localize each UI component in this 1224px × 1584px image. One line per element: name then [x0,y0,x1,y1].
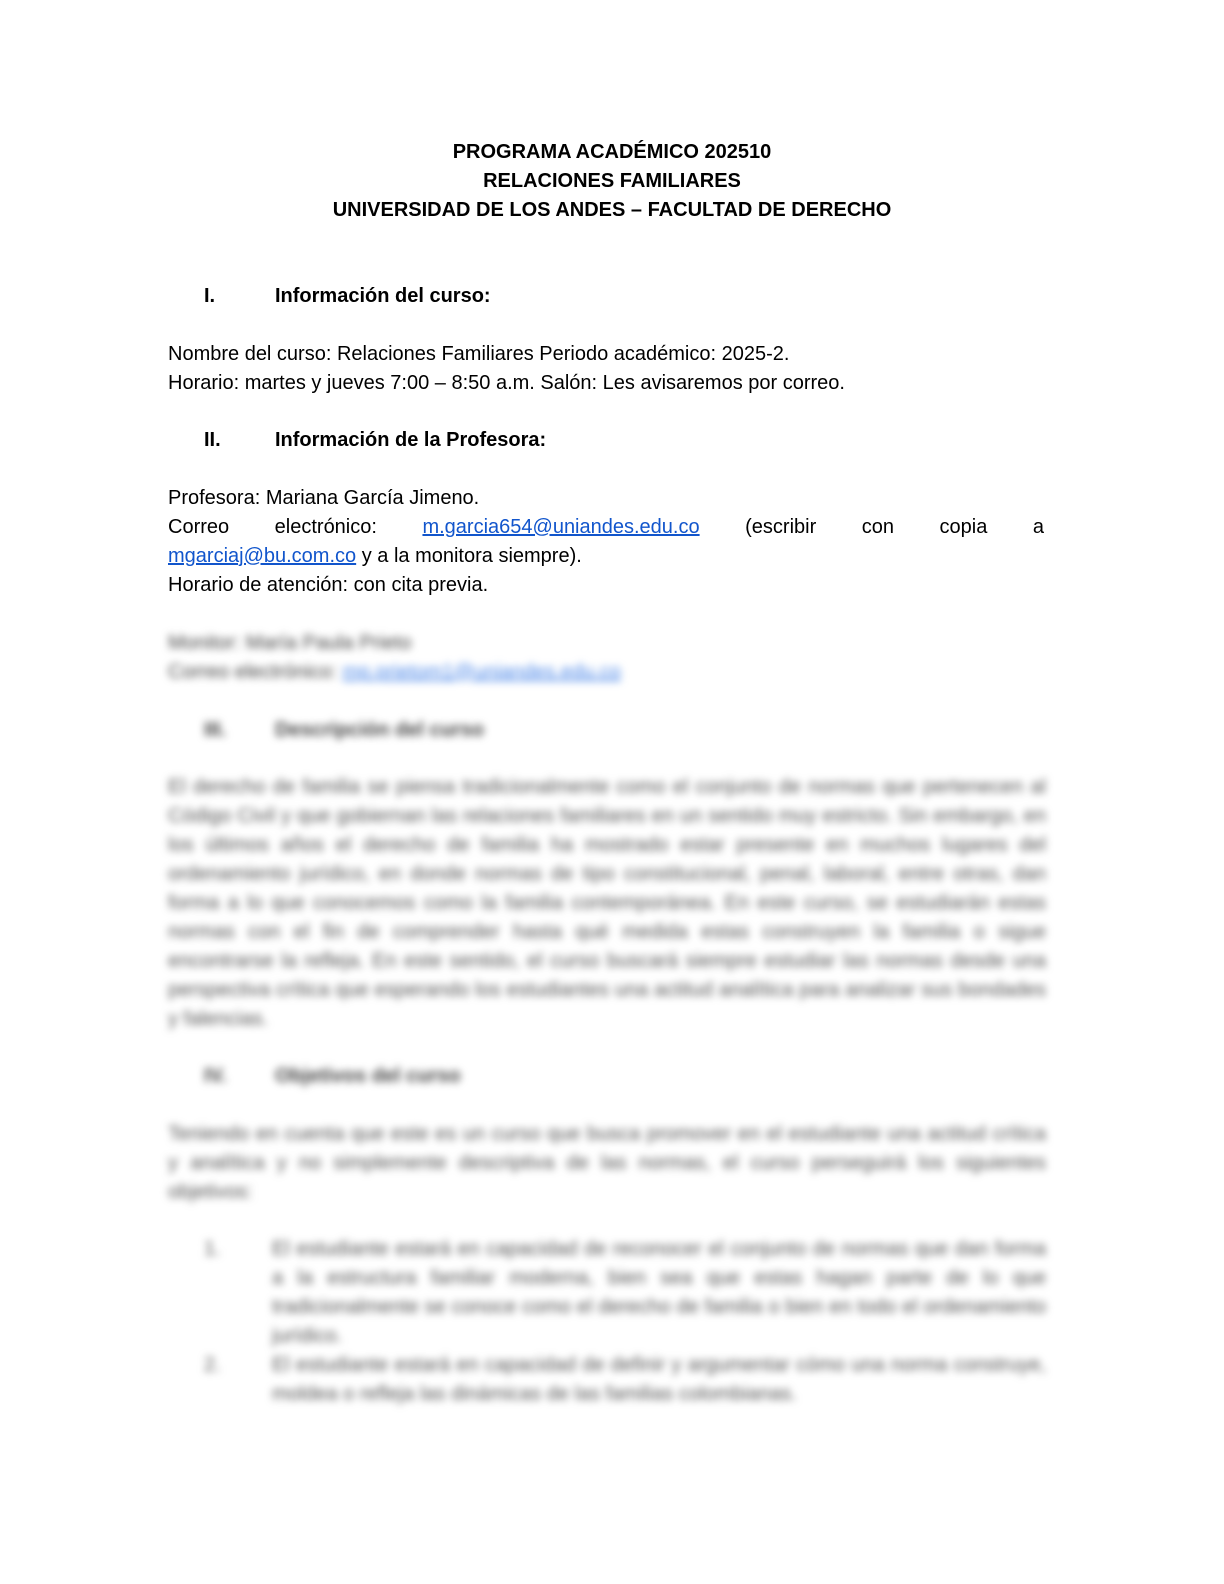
document-header [0,138,1224,225]
email-note-word: (escribir [745,516,817,538]
section-title: Descripción del curso [275,719,484,741]
secondary-email-link[interactable]: mgarciaj@bu.com.co [168,545,357,567]
section-heading-1 [204,282,491,311]
list-item-number: 1. [204,1238,221,1260]
monitor-email-line [168,658,1044,687]
course-schedule-line: Horario: martes y jueves 7:00 – 8:50 a.m. Salón: Les avisaremos por correo. [168,372,845,394]
list-item-text: El estudiante estará en capacidad de reconocer el conjunto de normas que dan forma a la estructura familiar moderna, bien sea que estas hagan parte de lo que tradicionalmente se conoce como el derecho de familia o bien en todo el ordenamiento jurídico. [272,1238,1046,1347]
section-title: Información de la Profesora: [275,429,547,451]
section-number: I. [204,285,216,307]
section-heading-2 [204,426,546,455]
list-item [204,1351,1046,1409]
email-note-word: a [1032,516,1044,538]
program-title: PROGRAMA ACADÉMICO 202510 [452,141,772,163]
course-info-paragraph [168,340,1044,398]
course-description-paragraph: El derecho de familia se piensa tradicionalmente como el conjunto de normas que pertenecen al Código Civil y que gobiernan las relaciones familiares en un sentido muy estricto. Sin embargo, en los últimos años el derecho de familia ha mostrado estar presente en muchos lugares del ordenamiento jurídico, en donde normas de tipo constitucional, penal, laboral, entre otras, dan forma a lo que conocemos como la familia contemporánea. En este curso, se estudiarán estas normas con el fin de comprender hasta qué medida estas construyen la familia o sigue encontrarse la refleja. En este sentido, el curso buscará siempre estudiar las normas desde una perspectiva crítica que esperando los estudiantes una actitud analítica para analizar sus bondades y falencias. [168,776,1046,1030]
email-note-end: y a la monitora siempre). [356,545,582,567]
professor-info-paragraph [168,484,1044,600]
section-heading-4 [204,1062,461,1091]
section-number: II. [204,429,221,451]
section-heading-3 [204,716,484,745]
list-item-text: El estudiante estará en capacidad de definir y argumentar cómo una norma construye, moldea o refleja las dinámicas de las familias colombianas. [272,1354,1046,1405]
monitor-email-link[interactable]: mp.prietom1@uniandes.edu.co [342,661,621,683]
list-item [204,1235,1046,1351]
office-hours-line: Horario de atención: con cita previa. [168,574,489,596]
university-title: UNIVERSIDAD DE LOS ANDES – FACULTAD DE DERECHO [332,199,892,221]
email-note-word: con [861,516,895,538]
objectives-list [204,1235,1046,1409]
monitor-email-label: Correo electrónico: [168,661,343,683]
professor-email-link[interactable]: m.garcia654@uniandes.edu.co [422,516,700,538]
monitor-info-paragraph [168,629,1044,687]
section-title: Información del curso: [275,285,491,307]
email-note-word: copia [939,516,988,538]
course-name-line: Nombre del curso: Relaciones Familiares Periodo académico: 2025-2. [168,343,790,365]
secondary-email-line [168,542,1044,571]
list-item-number: 2. [204,1354,221,1376]
section-title: Objetivos del curso [275,1065,461,1087]
course-title: RELACIONES FAMILIARES [483,170,741,192]
email-label-word: Correo [168,516,230,538]
section-number: III. [204,719,227,741]
professor-name-line: Profesora: Mariana García Jimeno. [168,487,480,509]
section-number: IV. [204,1065,227,1087]
objectives-intro-paragraph: Teniendo en cuenta que este es un curso que busca promover en el estudiante una actitud crítica y analítica y no simplemente descriptiva de las normas, el curso perseguirá los siguientes objetivos: [168,1123,1046,1203]
email-label-word: electrónico: [274,516,377,538]
professor-email-line [168,513,1044,542]
monitor-name-line: Monitor: María Paula Prieto [168,632,412,654]
